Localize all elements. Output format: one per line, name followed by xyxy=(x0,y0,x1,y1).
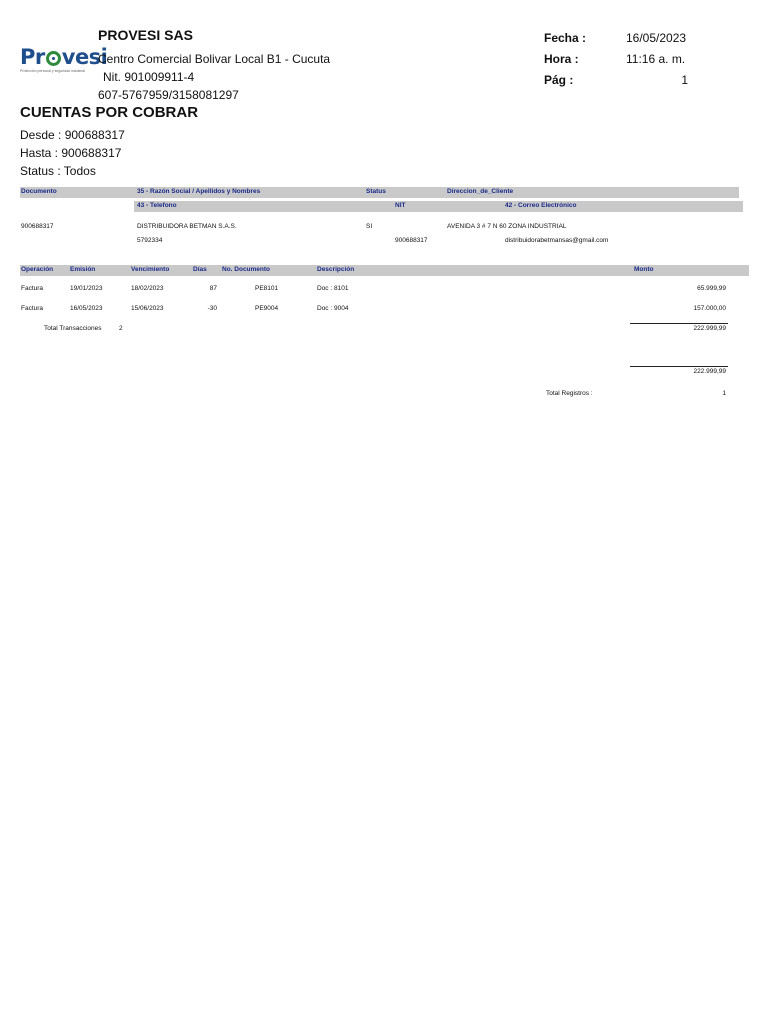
total-registros-label: Total Registros : xyxy=(546,390,593,397)
tx-operacion: Factura xyxy=(21,305,44,312)
fecha-value: 16/05/2023 xyxy=(626,31,687,45)
subtotal-amount: 222.999,99 xyxy=(693,325,726,332)
client-documento: 900688317 xyxy=(21,223,54,230)
client-nit: 900688317 xyxy=(395,237,428,244)
client-header-band-2 xyxy=(134,201,743,212)
fecha-label: Fecha : xyxy=(544,31,587,45)
tx-emision: 19/01/2023 xyxy=(70,285,103,292)
company-nit: Nit. 901009911-4 xyxy=(103,70,195,84)
col-no-documento: No. Documento xyxy=(222,266,271,273)
col-status: Status xyxy=(366,188,386,195)
filter-hasta: Hasta : 900688317 xyxy=(20,146,122,160)
company-phone: 607-5767959/3158081297 xyxy=(98,88,239,102)
tx-vencimiento: 18/02/2023 xyxy=(131,285,164,292)
logo-text-post: vesi xyxy=(61,45,108,69)
hora-value: 11:16 a. m. xyxy=(626,52,686,66)
col-emision: Emisión xyxy=(70,266,96,273)
client-status: SI xyxy=(366,223,373,230)
company-address: Centro Comercial Bolivar Local B1 - Cucuta xyxy=(98,52,331,66)
company-logo xyxy=(20,45,108,75)
col-monto: Monto xyxy=(634,266,654,273)
tx-dias: 87 xyxy=(209,285,217,292)
total-registros-value: 1 xyxy=(722,390,726,397)
tx-no-documento: PE8101 xyxy=(255,285,279,292)
grand-total-amount: 222.999,99 xyxy=(693,368,726,375)
col-operacion: Operación xyxy=(21,266,54,273)
col-telefono: 43 - Telefono xyxy=(137,202,177,209)
pag-label: Pág : xyxy=(544,73,574,87)
report-title: CUENTAS POR COBRAR xyxy=(20,104,199,121)
col-correo: 42 - Correo Electrónico xyxy=(505,202,577,209)
total-transacciones-count: 2 xyxy=(119,325,123,332)
logo-eye-icon xyxy=(46,51,61,66)
tx-monto: 65.999,99 xyxy=(697,285,726,292)
col-dias: Días xyxy=(193,266,207,273)
tx-dias: -30 xyxy=(207,305,217,312)
grand-total-rule xyxy=(630,366,728,367)
client-telefono: 5792334 xyxy=(137,237,163,244)
client-correo: distribuidorabetmansas@gmail.com xyxy=(505,237,609,244)
tx-monto: 157.000,00 xyxy=(693,305,726,312)
filter-desde: Desde : 900688317 xyxy=(20,128,125,142)
col-documento: Documento xyxy=(21,188,57,195)
client-direccion: AVENIDA 3 # 7 N 60 ZONA INDUSTRIAL xyxy=(447,223,567,230)
col-vencimiento: Vencimiento xyxy=(131,266,170,273)
filter-status: Status : Todos xyxy=(20,164,96,178)
logo-text-pre: Pr xyxy=(20,45,45,69)
col-razon-social: 35 - Razón Social / Apellidos y Nombres xyxy=(137,188,261,195)
col-direccion: Direccion_de_Cliente xyxy=(447,188,514,195)
tx-vencimiento: 15/06/2023 xyxy=(131,305,164,312)
company-name: PROVESI SAS xyxy=(98,27,193,43)
pag-value: 1 xyxy=(681,73,688,87)
tx-descripcion: Doc : 8101 xyxy=(317,285,349,292)
client-razon-social: DISTRIBUIDORA BETMAN S.A.S. xyxy=(137,223,237,230)
tx-emision: 16/05/2023 xyxy=(70,305,103,312)
logo-tagline: Protección personal y seguridad industrial xyxy=(20,69,85,73)
col-descripcion: Descripción xyxy=(317,266,355,273)
total-transacciones-label: Total Transacciones xyxy=(44,325,102,332)
hora-label: Hora : xyxy=(544,52,579,66)
tx-operacion: Factura xyxy=(21,285,44,292)
col-nit: NIT xyxy=(395,202,406,209)
tx-no-documento: PE9004 xyxy=(255,305,279,312)
subtotal-rule xyxy=(630,323,728,324)
tx-descripcion: Doc : 9004 xyxy=(317,305,349,312)
